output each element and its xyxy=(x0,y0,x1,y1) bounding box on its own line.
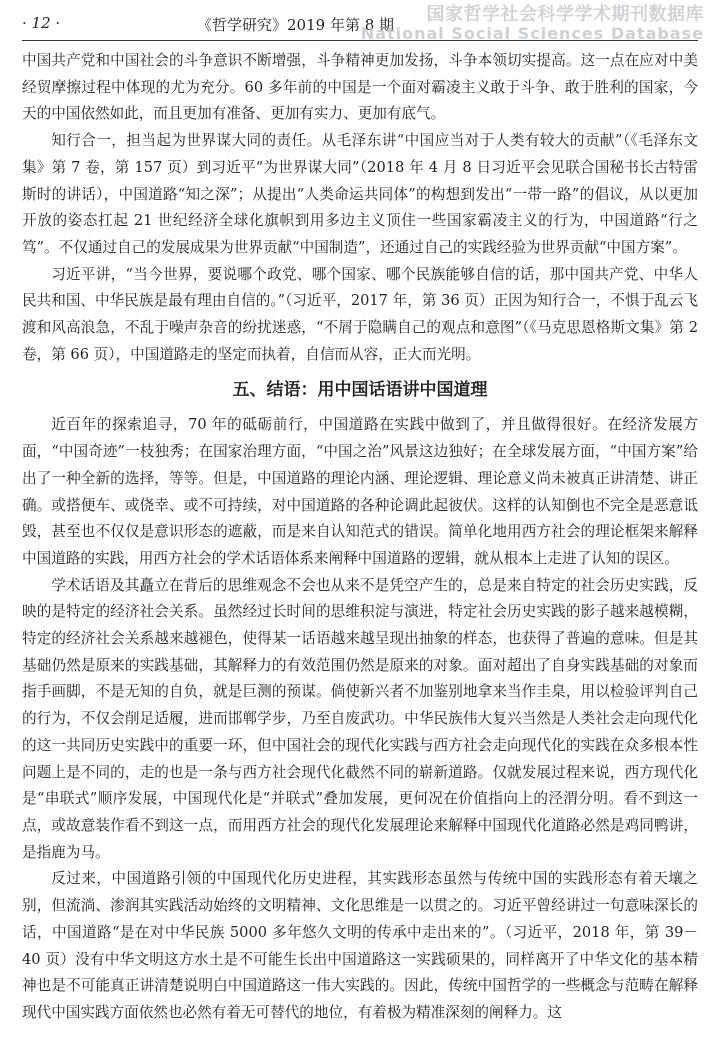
watermark-cn: 国家哲学社会科学学术期刊数据库 xyxy=(426,4,704,25)
section-heading: 五、结语：用中国话语讲中国道理 xyxy=(232,380,488,401)
paragraph: 反过来，中国道路引领的中国现代化历史进程，其实践形态虽然与传统中国的实践形态有着天壤之别，但流淌、渗润其实践活动始终的文明精神、文化思维是一以贯之的。习近平曾经讲过一句意味深长的话，中国道路“是在对中华民族 5000 多年悠久文明的传承中走出来的”。（习近平，2018 年，第 39－40 页）没有中华文明这方水土是不可能生长出中国道路这一实践硕果的，同样离开了中华文化的基本精神也是不可能真正讲清楚说明白中国道路这一伟大实践的。因此，传统中国哲学的一些概念与范畴在解释现代中国实践方面依然也必然有着无可替代的地位，有着极为精准深刻的阐释力。这 xyxy=(22,870,698,1021)
paragraph: 习近平讲，“当今世界，要说哪个政党、哪个国家、哪个民族能够自信的话，那中国共产党、中华人民共和国、中华民族是最有理由自信的。”（习近平，2017 年，第 36 页）正因为知行合一，不惧于乱云飞渡和风高浪急，不乱于噪声杂音的纷扰迷惑，“不屑于隐瞒自己的观点和意图”（《马克思恩格斯文集》第 2 卷，第 66 页），中国道路走的坚定而执着，自信而从容，正大而光明。 xyxy=(22,265,698,363)
database-watermark xyxy=(361,6,704,42)
journal-title: 《哲学研究》2019 年第 8 期 xyxy=(197,16,395,34)
watermark-en: National Social Sciences Database xyxy=(360,24,704,43)
paragraph: 中国共产党和中国社会的斗争意识不断增强，斗争精神更加发扬，斗争本领切实提高。这一点在应对中美经贸摩擦过程中体现的尤为充分。60 多年前的中国是一个面对霸凌主义敢于斗争、敢于胜利的国家，今天的中国依然如此，而且更加有准备、更加有实力、更加有底气。 xyxy=(22,52,698,123)
page-header xyxy=(22,4,704,43)
page-number: · 12 · xyxy=(22,14,61,32)
paragraph: 学术话语及其矗立在背后的思维观念不会也从来不是凭空产生的，总是来自特定的社会历史实践，反映的是特定的经济社会关系。虽然经过长时间的思维积淀与演进，特定社会历史实践的影子越来越模糊，特定的经济社会关系越来越褪色，使得某一话语越来越呈现出抽象的样态，也获得了普遍的意味。但是其基础仍然是原来的实践基础，其解释力的有效范围仍然是原来的对象。面对超出了自身实践基础的对象而指手画脚，不是无知的自负，就是巨测的预谋。倘使新兴者不加鉴别地拿来当作圭臬，用以检验评判自己的行为，不仅会削足适履，进而邯郸学步，乃至自废武功。中华民族伟大复兴当然是人类社会走向现代化的这一共同历史实践中的重要一环，但中国社会的现代化实践与西方社会走向现代化的实践在众多根本性问题上是不同的，走的也是一条与西方社会现代化截然不同的崭新道路。仅就发展过程来说，西方现代化是“串联式”顺序发展，中国现代化是“并联式”叠加发展，更何况在价值指向上的泾渭分明。看不到这一点，或故意装作看不到这一点，而用西方社会的现代化发展理论来解释中国现代化道路必然是鸡同鸭讲，是指鹿为马。 xyxy=(22,576,698,861)
paragraph: 近百年的探索追寻，70 年的砥砺前行，中国道路在实践中做到了，并且做得很好。在经济发展方面，“中国奇迹”一枝独秀；在国家治理方面，“中国之治”风景这边独好；在全球发展方面，“中国方案”给出了一种全新的选择，等等。但是，中国道路的理论内涵、理论逻辑、理论意义尚未被真正讲清楚、讲正确。或搭便车、或侥幸、或不可持续，对中国道路的各种论调此起彼伏。这样的认知倒也不完全是恶意诋毁，甚至也不仅仅是意识形态的遮蔽，而是来自认知范式的错误。简单化地用西方社会的理论框架来解释中国道路的实践，用西方社会的学术话语体系来阐释中国道路的逻辑，就从根本上走进了认知的误区。 xyxy=(22,416,698,567)
paragraph: 知行合一，担当起为世界谋大同的责任。从毛泽东讲“中国应当对于人类有较大的贡献”（《毛泽东文集》第 7 卷，第 157 页）到习近平“为世界谋大同”（2018 年 4 月 8 日习近平会见联合国秘书长古特雷斯时的讲话），中国道路“知之深”；从提出“人类命运共同体”的构想到发出“一带一路”的倡议，从以更加开放的姿态扛起 21 世纪经济全球化旗帜到用多边主义顶住一些国家霸凌主义的行为，中国道路“行之笃”。不仅通过自己的发展成果为世界贡献“中国制造”，还通过自己的实践经验为世界贡献“中国方案”。 xyxy=(22,132,698,256)
article-body xyxy=(22,48,698,1027)
